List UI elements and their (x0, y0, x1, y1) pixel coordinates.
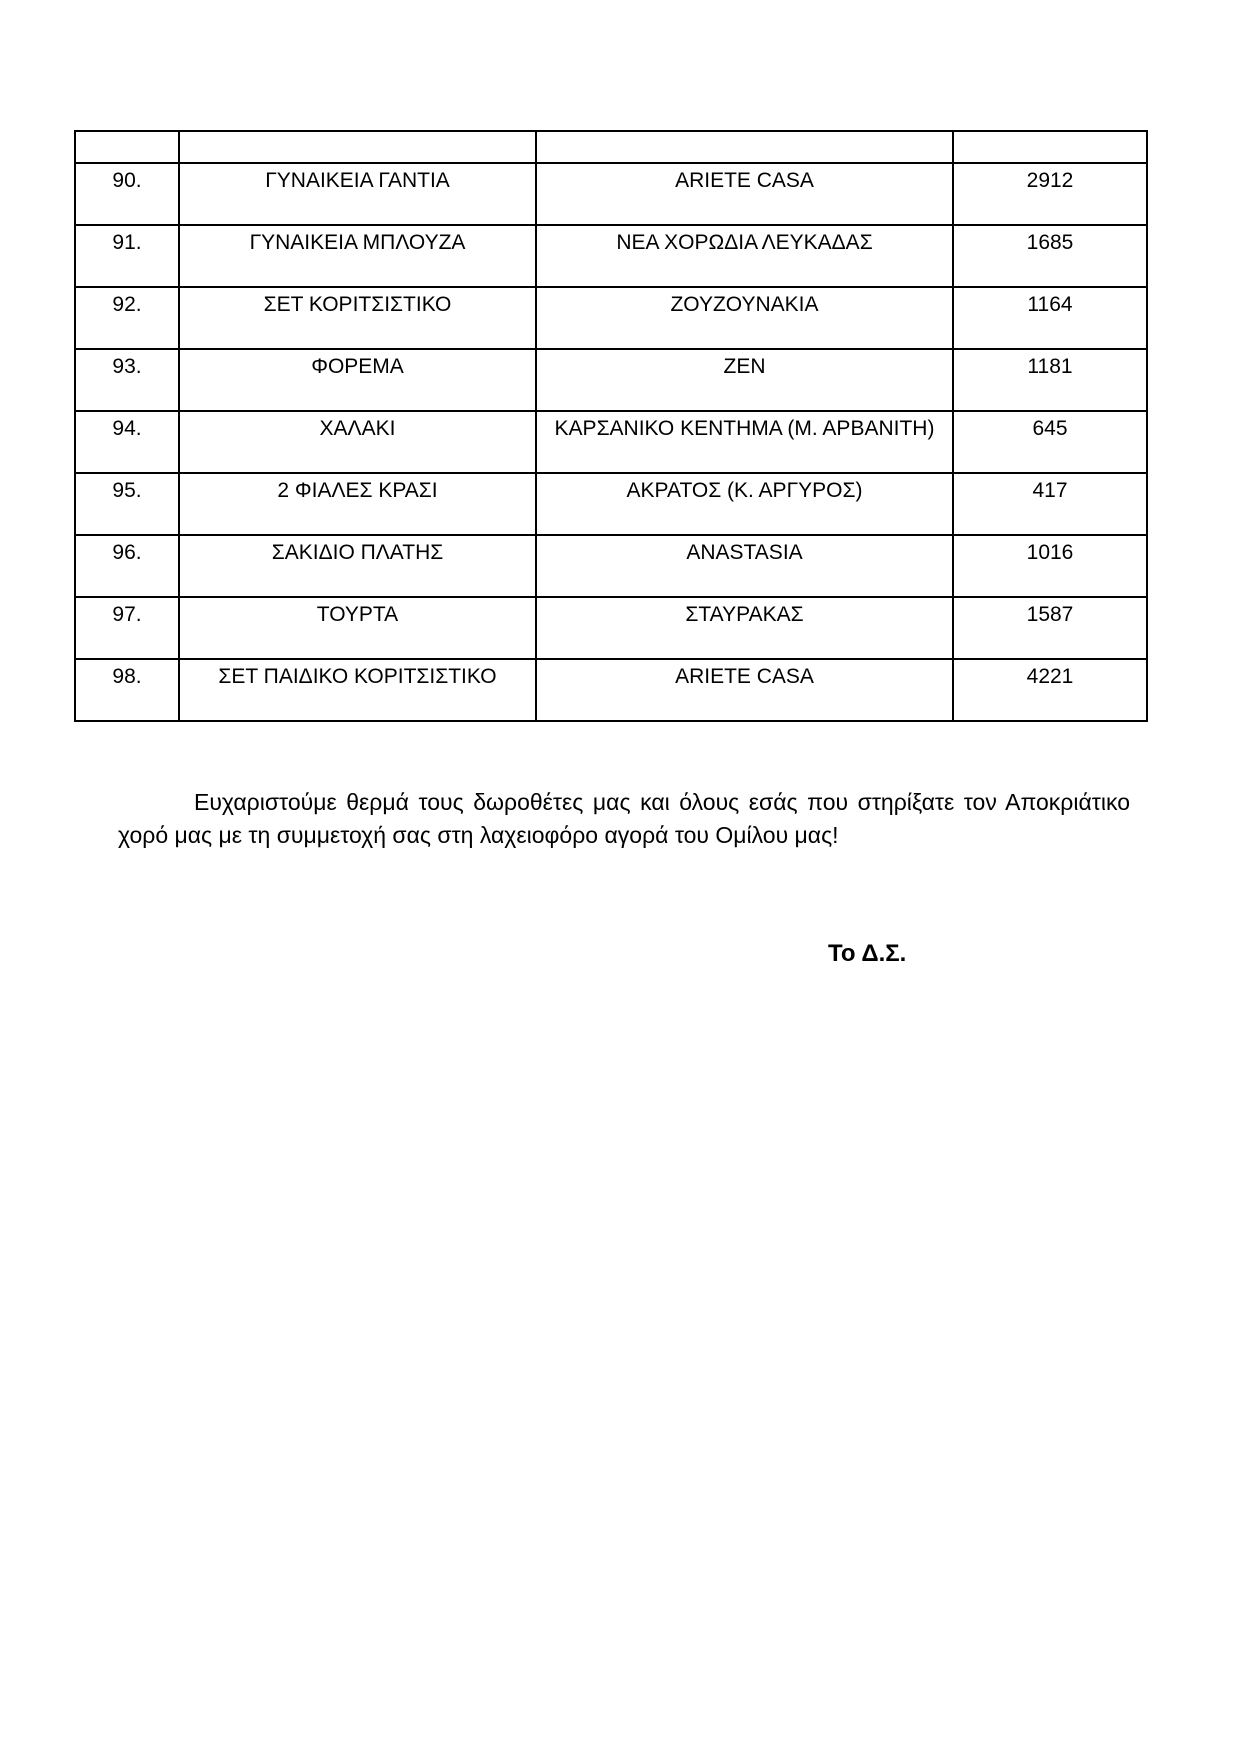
table-row (75, 535, 1147, 597)
row-number: 92. (75, 287, 179, 349)
table-row (75, 163, 1147, 225)
prize-donor: ΝΕΑ ΧΟΡΩΔΙΑ ΛΕΥΚΑΔΑΣ (536, 225, 953, 287)
table-top-row (75, 131, 1147, 163)
table-row (75, 287, 1147, 349)
row-number: 95. (75, 473, 179, 535)
prize-donor: ARIETE CASA (536, 163, 953, 225)
row-number: 96. (75, 535, 179, 597)
prize-item: ΓΥΝΑΙΚΕΙΑ ΜΠΛΟΥΖΑ (179, 225, 536, 287)
table-row (75, 225, 1147, 287)
prize-donor: ΚΑΡΣΑΝΙΚΟ ΚΕΝΤΗΜΑ (Μ. ΑΡΒΑΝΙΤΗ) (536, 411, 953, 473)
prize-item: ΣΕΤ ΠΑΙΔΙΚΟ ΚΟΡΙΤΣΙΣΤΙΚΟ (179, 659, 536, 721)
prize-donor: ΑΚΡΑΤΟΣ (Κ. ΑΡΓΥΡΟΣ) (536, 473, 953, 535)
ticket-number: 417 (953, 473, 1147, 535)
row-number: 91. (75, 225, 179, 287)
prize-item: ΣΕΤ ΚΟΡΙΤΣΙΣΤΙΚΟ (179, 287, 536, 349)
ticket-number: 2912 (953, 163, 1147, 225)
prize-donor: ANASTASIA (536, 535, 953, 597)
table-cell (75, 131, 179, 163)
prize-item: ΧΑΛΑΚΙ (179, 411, 536, 473)
row-number: 94. (75, 411, 179, 473)
table-row (75, 349, 1147, 411)
ticket-number: 1685 (953, 225, 1147, 287)
prize-item: ΤΟΥΡΤΑ (179, 597, 536, 659)
prize-item: 2 ΦΙΑΛΕΣ ΚΡΑΣΙ (179, 473, 536, 535)
table-cell (536, 131, 953, 163)
table-row (75, 597, 1147, 659)
prize-donor: ΖΟΥΖΟΥΝΑΚΙΑ (536, 287, 953, 349)
table-row (75, 659, 1147, 721)
prize-item: ΓΥΝΑΙΚΕΙΑ ΓΑΝΤΙΑ (179, 163, 536, 225)
ticket-number: 1016 (953, 535, 1147, 597)
table-cell (179, 131, 536, 163)
prize-table (74, 130, 1148, 722)
prize-donor: ΖΕΝ (536, 349, 953, 411)
row-number: 93. (75, 349, 179, 411)
ticket-number: 4221 (953, 659, 1147, 721)
table-cell (953, 131, 1147, 163)
prize-item: ΣΑΚΙΔΙΟ ΠΛΑΤΗΣ (179, 535, 536, 597)
ticket-number: 1181 (953, 349, 1147, 411)
row-number: 97. (75, 597, 179, 659)
prize-donor: ARIETE CASA (536, 659, 953, 721)
ticket-number: 1164 (953, 287, 1147, 349)
table-row (75, 411, 1147, 473)
ticket-number: 645 (953, 411, 1147, 473)
thank-you-paragraph: Ευχαριστούμε θερμά τους δωροθέτες μας και όλους εσάς που στηρίξατε τον Αποκριάτικο χορό μας με τη συμμετοχή σας στη λαχειοφόρο αγορά του Ομίλου μας! (118, 789, 1130, 848)
row-number: 90. (75, 163, 179, 225)
signature: Το Δ.Σ. (828, 940, 907, 967)
prize-donor: ΣΤΑΥΡΑΚΑΣ (536, 597, 953, 659)
table-row (75, 473, 1147, 535)
ticket-number: 1587 (953, 597, 1147, 659)
prize-item: ΦΟΡΕΜΑ (179, 349, 536, 411)
row-number: 98. (75, 659, 179, 721)
